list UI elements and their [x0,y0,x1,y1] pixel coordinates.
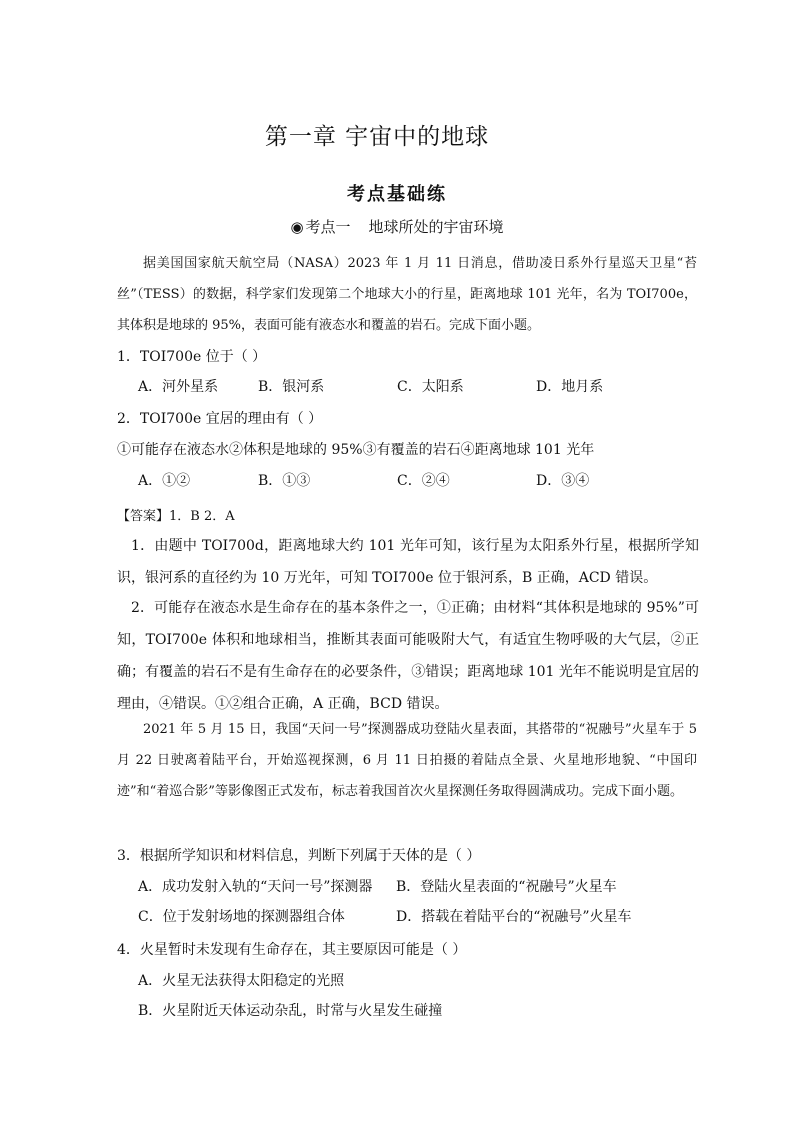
question-3-stem: 3．根据所学知识和材料信息，判断下列属于天体的是（ ） [117,848,481,864]
question-1-stem: 1．TOI700e 位于（ ） [117,349,267,365]
question-2-option-c: C．②④ [397,473,450,489]
question-2-statements: ①可能存在液态水②体积是地球的 95%③有覆盖的岩石④距离地球 101 光年 [117,442,595,458]
question-1-option-d: D．地月系 [536,379,604,395]
question-4-stem: 4．火星暂时未发现有生命存在，其主要原因可能是（ ） [117,942,467,958]
section-title: 考点基础练 [347,184,447,205]
chapter-title: 第一章 宇宙中的地球 [264,124,490,150]
question-2-stem: 2．TOI700e 宜居的理由有（ ） [117,411,323,427]
question-3-option-b: B．登陆火星表面的“祝融号”火星车 [396,879,617,895]
topic-heading [0,216,794,237]
question-1-option-c: C．太阳系 [397,379,464,395]
question-2-option-d: D．③④ [536,473,590,489]
topic-title: 地球所处的宇宙环境 [368,218,504,236]
bullet-icon: ◉ [290,218,304,236]
question-3-option-a: A．成功发射入轨的“天问一号”探测器 [138,879,373,895]
passage-2: 2021 年 5 月 15 日，我国“天问一号”探测器成功登陆火星表面，其搭带的“祝融号”火星车于 5 月 22 日驶离着陆平台，开始巡视探测，6 月 11 日拍摄的着陆点全景、火星地形地貌、“中国印迹”和“着巡合影”等影像图正式发布，标志着我国首次火星探测任务取得圆满成功。完成下面小题。 [117,722,697,799]
question-1-option-b: B．银河系 [258,379,325,395]
question-3-option-c: C．位于发射场地的探测器组合体 [138,909,345,925]
question-4-option-b: B．火星附近天体运动杂乱，时常与火星发生碰撞 [138,1003,443,1019]
explanation-1: 1．由题中 TOI700d，距离地球大约 101 光年可知，该行星为太阳系外行星，根据所学知识，银河系的直径约为 10 万光年，可知 TOI700e 位于银河系，B 正确，ACD 错误。 [117,538,699,586]
question-3-option-d: D．搭载在着陆平台的“祝融号”火星车 [396,909,632,925]
question-2-option-b: B．①③ [258,473,311,489]
question-1-option-a: A．河外星系 [138,379,219,395]
explanation-2: 2．可能存在液态水是生命存在的基本条件之一，①正确；由材料“其体积是地球的 95%”可知，TOI700e 体积和地球相当，推断其表面可能吸附大气，有适宜生物呼吸的大气层，②正确；有覆盖的岩石不是有生命存在的必要条件，③错误；距离地球 101 光年不能说明是宜居的理由，④错误。①②组合正确，A 正确，BCD 错误。 [117,600,699,712]
question-2-option-a: A．①② [138,473,191,489]
answer-line: 【答案】1．B 2．A [117,509,235,524]
topic-label: 考点一 [305,218,351,236]
passage-1: 据美国国家航天航空局（NASA）2023 年 1 月 11 日消息，借助凌日系外行星巡天卫星“苔丝”（TESS）的数据，科学家们发现第二个地球大小的行星，距离地球 101 光年，名为 TOI700e，其体积是地球的 95%，表面可能有液态水和覆盖的岩石。完成下面小题。 [117,256,697,333]
question-4-option-a: A．火星无法获得太阳稳定的光照 [138,973,345,989]
